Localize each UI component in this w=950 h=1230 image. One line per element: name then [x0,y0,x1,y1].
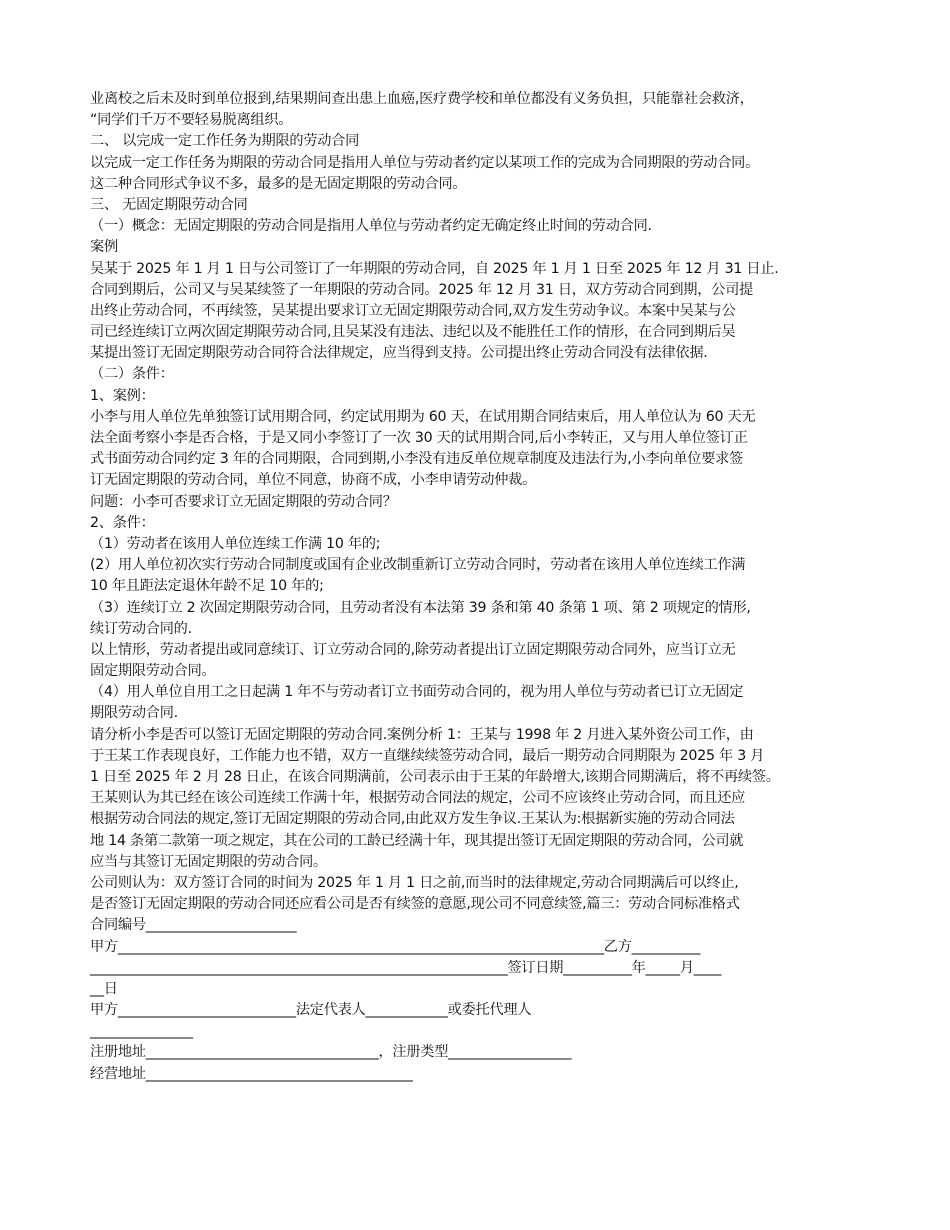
text-line: 小李与用人单位先单独签订试用期合同，约定试用期为 60 天，在试用期合同结束后，用人单位认为 60 天无 [90,408,756,425]
text-line: 以完成一定工作任务为期限的劳动合同是指用人单位与劳动者约定以某项工作的完成为合同期限的劳动合同。 [90,154,760,171]
text-line: (2）用人单位初次实行劳动合同制度或国有企业改制重新订立劳动合同时，劳动者在该用人单位连续工作满 [90,557,746,574]
text-line: 于王某工作表现良好，工作能力也不错，双方一直继续续签劳动合同，最后一期劳动合同期限为 2025 年 3 月 [90,747,765,764]
section-heading: 二、 以完成一定工作任务为期限的劳动合同 [90,133,360,150]
text-line: 案例 [90,239,118,256]
text-line: （4）用人单位自用工之日起满 1 年不与劳动者订立书面劳动合同的，视为用人单位与劳动者已订立无固定 [90,684,744,701]
section-heading: 三、 无固定期限劳动合同 [90,196,248,213]
text-line: 订无固定期限的劳动合同，单位不同意，协商不成，小李申请劳动仲裁。 [90,472,537,489]
text-line: 固定期限劳动合同。 [90,663,216,680]
text-line: 地 14 条第二款第一项之规定，其在公司的工龄已经满十年，现其提出签订无固定期限的劳动合同，公司就 [90,832,744,849]
text-line: （3）连续订立 2 次固定期限劳动合同，且劳动者没有本法第 39 条和第 40 条第 1 项、第 2 项规定的情形, [90,599,751,616]
blank-field: _______________ [90,1023,193,1040]
text-line: 根据劳动合同法的规定,签订无固定期限的劳动合同,由此双方发生争议.王某认为:根据新实施的劳动合同法 [90,811,735,828]
text-line: 问题：小李可否要求订立无固定期限的劳动合同？ [90,493,397,510]
text-line: 出终止劳动合同，不再续签，吴某提出要求订立无固定期限劳动合同,双方发生劳动争议。本案中吴某与公 [90,302,736,319]
text-line: 2、条件： [90,514,155,531]
text-line: 某提出签订无固定期限劳动合同符合法律规定，应当得到支持。公司提出终止劳动合同没有法律依据. [90,345,708,362]
text-line: 期限劳动合同. [90,705,178,722]
text-line: 业离校之后未及时到单位报到,结果期间查出患上血癌,医疗费学校和单位都没有义务负担，只能靠社会救济， [90,91,754,107]
text-line: （一）概念：无固定期限的劳动合同是指用人单位与劳动者约定无确定终止时间的劳动合同. [90,218,652,235]
contract-number-field: 合同编号______________________ [90,917,297,934]
text-line: 王某则认为其已经在该公司连续工作满十年，根据劳动合同法的规定，公司不应该终止劳动合同，而且还应 [90,790,746,807]
text-line: 10 年且距法定退休年龄不足 10 年的; [90,578,324,595]
text-line: 吴某于 2025 年 1 月 1 日与公司签订了一年期限的劳动合同，自 2025 年 1 月 1 日至 2025 年 12 月 31 日止. [90,260,779,277]
text-line: 以上情形，劳动者提出或同意续订、订立劳动合同的,除劳动者提出订立固定期限劳动合同外，应当订立无 [90,641,736,658]
party-a-field: 甲方__________________________法定代表人____________或委托代理人 [90,1002,532,1019]
signing-date-field: __日 [90,980,118,997]
party-field: 甲方_______________________________________________________________________乙方__________ [90,938,701,955]
text-line: 1、案例： [90,387,155,404]
text-line: 式书面劳动合同约定 3 年的合同期限，合同到期,小李没有违反单位规章制度及违法行为,小李向单位要求签 [90,451,744,468]
signing-date-field: _____________________________________________________________签订日期__________年_____月____ [90,959,722,976]
text-line: 请分析小李是否可以签订无固定期限的劳动合同.案例分析 1：王某与 1998 年 2 月进入某外资公司工作，由 [90,726,754,743]
document-page [90,89,870,1085]
text-line: （1）劳动者在该用人单位连续工作满 10 年的; [90,535,381,552]
text-line: 公司则认为：双方签订合同的时间为 2025 年 1 月 1 日之前,而当时的法律规定,劳动合同期满后可以终止, [90,874,739,891]
text-line: 续订劳动合同的. [90,620,192,637]
text-line: 1 日至 2025 年 2 月 28 日止，在该合同期满前，公司表示由于王某的年龄增大,该期合同期满后，将不再续签。 [90,769,780,785]
business-address-field: 经营地址_______________________________________ [90,1065,413,1082]
text-line: “同学们千万不要轻易脱离组织。 [90,112,293,129]
text-line: （二）条件： [90,366,174,383]
text-line: 应当与其签订无固定期限的劳动合同。 [90,853,327,870]
text-line: 这二种合同形式争议不多，最多的是无固定期限的劳动合同。 [90,175,467,192]
text-line: 法全面考察小李是否合格，于是又同小李签订了一次 30 天的试用期合同,后小李转正，又与用人单位签订正 [90,430,748,446]
text-line: 司已经连续订立两次固定期限劳动合同,且吴某没有违法、违纪以及不能胜任工作的情形，在合同到期后吴 [90,324,736,341]
text-line: 是否签订无固定期限的劳动合同还应看公司是否有续签的意愿,现公司不同意续签,篇三：劳动合同标准格式 [90,896,740,913]
registered-address-field: 注册地址__________________________________，注册类型__________________ [90,1044,572,1061]
text-line: 合同到期后，公司又与吴某续签了一年期限的劳动合同。2025 年 12 月 31 日，双方劳动合同到期，公司提 [90,281,753,298]
